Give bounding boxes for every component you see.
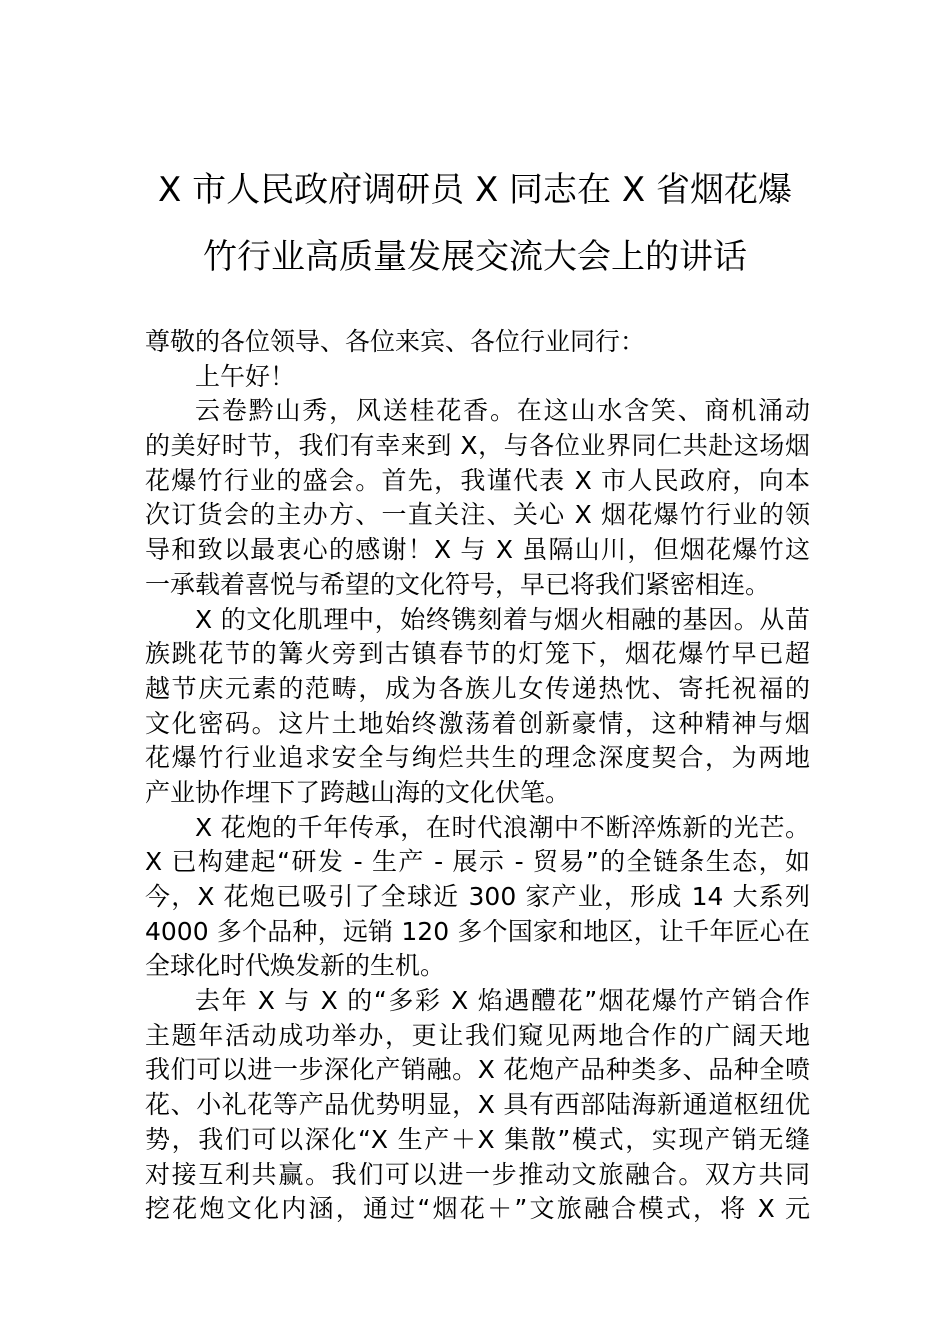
body-text-line: X 已构建起“研发 - 生产 - 展示 - 贸易”的全链条生态，如 <box>145 847 810 877</box>
body-text-line: 花爆竹行业追求安全与绚烂共生的理念深度契合，为两地 <box>145 743 810 773</box>
body-text-line: 云卷黔山秀，风送桂花香。在这山水含笑、商机涌动 <box>195 396 810 426</box>
body-text-line: 我们可以进一步深化产销融。X 花炮产品种类多、品种全喷 <box>145 1055 810 1085</box>
body-text-line: 上午好！ <box>195 361 296 391</box>
body-text-line: 次订货会的主办方、一直关注、关心 X 烟花爆竹行业的领 <box>145 500 810 530</box>
body-text-line: 文化密码。这片土地始终激荡着创新豪情，这种精神与烟 <box>145 708 810 738</box>
body-text-line: 去年 X 与 X 的“多彩 X 焰遇醴花”烟花爆竹产销合作 <box>195 986 810 1016</box>
document-title-line-1: X 市人民政府调研员 X 同志在 X 省烟花爆 <box>158 170 792 210</box>
body-text-line: 导和致以最衷心的感谢！X 与 X 虽隔山川，但烟花爆竹这 <box>145 535 810 565</box>
body-text-line: 越节庆元素的范畴，成为各族儿女传递热忱、寄托祝福的 <box>145 673 810 703</box>
body-text-line: 4000 多个品种，远销 120 多个国家和地区，让千年匠心在 <box>145 916 810 946</box>
body-text-line: 的美好时节，我们有幸来到 X，与各位业界同仁共赴这场烟 <box>145 431 810 461</box>
body-text-line: 挖花炮文化内涵，通过“烟花＋”文旅融合模式，将 X 元 <box>145 1194 810 1224</box>
body-text-line: 全球化时代焕发新的生机。 <box>145 951 446 981</box>
body-text-line: 族跳花节的篝火旁到古镇春节的灯笼下，烟花爆竹早已超 <box>145 639 810 669</box>
body-text-line: 今，X 花炮已吸引了全球近 300 家产业，形成 14 大系列 <box>145 882 810 911</box>
body-text-line: 对接互利共赢。我们可以进一步推动文旅融合。双方共同 <box>145 1159 810 1189</box>
body-text-line: 尊敬的各位领导、各位来宾、各位行业同行： <box>145 327 646 356</box>
body-text-line: 一承载着喜悦与希望的文化符号，早已将我们紧密相连。 <box>145 569 771 599</box>
body-text-line: 势，我们可以深化“X 生产＋X 集散”模式，实现产销无缝 <box>145 1124 810 1154</box>
body-text-line: 花、小礼花等产品优势明显，X 具有西部陆海新通道枢纽优 <box>145 1090 810 1120</box>
body-text-line: 花爆竹行业的盛会。首先，我谨代表 X 市人民政府，向本 <box>145 465 810 495</box>
document-title-line-2: 竹行业高质量发展交流大会上的讲话 <box>203 237 747 277</box>
body-text-line: 产业协作埋下了跨越山海的文化伏笔。 <box>145 777 571 807</box>
body-text-line: X 的文化肌理中，始终镌刻着与烟火相融的基因。从苗 <box>195 604 810 634</box>
body-text-line: 主题年活动成功举办，更让我们窥见两地合作的广阔天地 <box>145 1020 810 1050</box>
body-text-line: X 花炮的千年传承，在时代浪潮中不断淬炼新的光芒。 <box>195 812 810 842</box>
document-body <box>145 325 810 1227</box>
